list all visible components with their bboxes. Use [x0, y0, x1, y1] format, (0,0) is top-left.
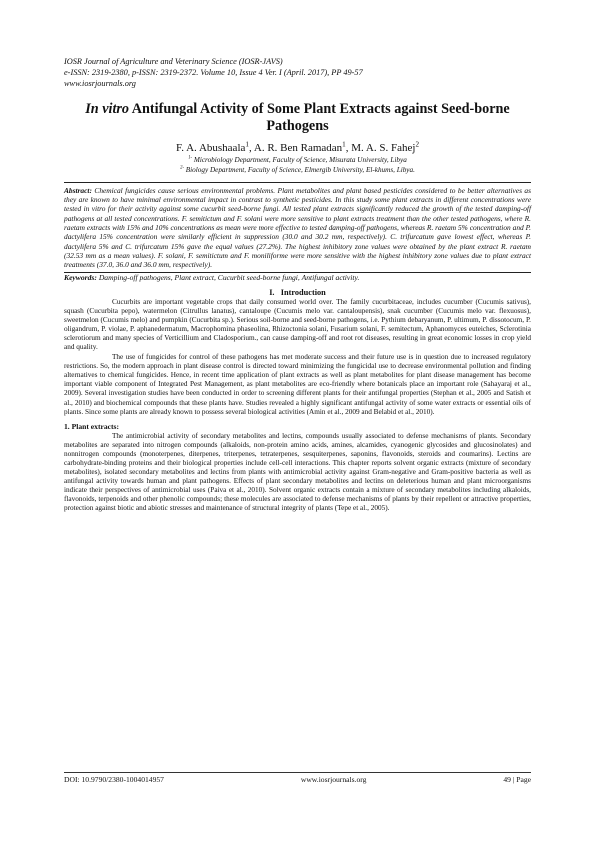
journal-website[interactable]: www.iosrjournals.org	[64, 79, 136, 88]
paper-title	[64, 101, 531, 135]
plant-extracts-paragraph: The antimicrobial activity of secondary metabolites and lectins, compounds usually associated to defense mechanisms of plants. Secondary metabolites are separated into nitrogen compounds (alkaloids, non-protein amino acids, amines, alcamides, cyanogenic glycosides and glucosinolates) and nonnitrogen compounds (monoterpenes, diterpenes, triterpenes, tetraterpenes, sesquiterpenes, saponins, flavonoids, steroids and coumarins). Lectins are carbohydrate-binding proteins and their biological properties include cell-cell interactions. This chapter reports solvent organic extracts (mixture of secondary metabolites), isolated secondary metabolites and lectins from plants with antimicrobial activity against Gram-negative and Gram-positive bacteria as well as antifungal activity towards human and plant pathogens. Effects of plant secondary metabolites and lectins on deleterious human and plant microorganisms indicate their perspectives of antimicrobial uses (Paiva et al., 2010). Solvent organic extracts contain a mixture of secondary metabolites including alkaloids, flavonoids, terpenoids and other phenolic compounds; these molecules are associated to defense mechanisms of plants by their repellent or attractive properties, protection against biotic and abiotic stresses and maintenance of structural integrity of plants (Tepe et al., 2005).	[64, 431, 531, 512]
footer-page-number: 49 | Page	[503, 775, 531, 784]
section-heading-introduction	[64, 288, 531, 297]
affiliation-1-text: Microbiology Department, Faculty of Science, Misurata University, Libya	[193, 156, 407, 164]
subsection-heading-plant-extracts: 1. Plant extracts:	[64, 421, 120, 431]
abstract-text: Chemical fungicides cause serious environmental problems. Plant metabolites and plant based pesticides considered to be better alternatives as they are known to have minimal environmental impact in contrast to synthetic pesticides. In this study some plant extracts in different concentrations were tested in vitro for their activity against some cucurbit seed-borne fungi. All tested plant extracts significantly reduced the growth of the tested damping-off pathogens at all tested concentrations. F. semitictum and F. solani were more sensitive to plant extracts treatment than the other tested pathogens, where R. raetam extracts with 15% and 10% concentrations as mean were more effective to tested damping-off pathogens, whereas R. raetam 5% concentration and P. dactylifera 15% concentration were similarly efficient in suppression (30.0 and 30.2 mm, respectively). C. trifurcatum gave lowest effect, whereas P. dactylifera 5% and C. trifurcatum 15% gave the equal values (27.2%). The highest inhibitory zone values were obtained by the plant extract R. raetam (32.53 mm as a mean values). F. solani, F. semitictum and F. moniliforme were more sensitive with the highest inhibitory zone values due to plant extract treatments (37.0, 36.0 and 36.0 mm, respectively).	[64, 185, 531, 270]
section-number: I.	[269, 287, 275, 297]
affiliation-2-text: Biology Department, Faculty of Science, Elmergib University, El-khums, Libya.	[185, 166, 415, 175]
keywords	[64, 273, 531, 283]
abstract-label: Abstract:	[64, 185, 92, 195]
footer-doi: DOI: 10.9790/2380-1004014957	[64, 775, 164, 784]
affiliation-1-mark: 1-	[188, 155, 193, 161]
affiliation-2-mark: 2-	[180, 166, 184, 172]
affiliation-2	[64, 166, 531, 175]
page-footer	[64, 772, 531, 784]
keywords-text: Damping-off pathogens, Plant extract, Cucurbit seed-borne fungi, Antifungal activity.	[98, 273, 360, 283]
author-1: F. A. Abushaala	[175, 142, 246, 154]
title-italic: In vitro	[85, 101, 130, 117]
author-list: F. A. Abushaala$^1$, A. R. Ben Ramadan$^1$, M. A. S. Fahej$^2$	[175, 140, 420, 154]
footer-website[interactable]: www.iosrjournals.org	[300, 775, 367, 784]
author-3: M. A. S. Fahej	[351, 142, 416, 154]
journal-name: IOSR Journal of Agriculture and Veterinary Science (IOSR-JAVS)	[64, 57, 283, 66]
keywords-label: Keywords:	[64, 273, 97, 283]
issn-line: e-ISSN: 2319-2380, p-ISSN: 2319-2372. Volume 10, Issue 4 Ver. I (April. 2017), PP 49-57	[64, 68, 363, 77]
intro-paragraph-2: The use of fungicides for control of these pathogens has met moderate success and their future use is in question due to increased regulatory restrictions. So, the modern approach in plant disease control is directed toward minimizing the fungicidal use to decrease environmental pollution and finding alternatives to chemical fungicides. Hence, in recent time application of plant extracts as well as plant metabolites for plant disease management has become important viable component of Integrated Pest Management, as plant metabolites are eco-friendly where botanicals place an important role (Sahayaraj et al., 2009). Several investigation studies have been conducted in order to screening different plants for their antifungal properties (Stephan et al., 2005 and Satish et al., 2010) and biochemical compounds that these plants have. Studies revealed a highly significant antifungal activity of some water extracts or essential oils of plants. Since some plants are already known to possess several biological activities (Amin et al., 2009 and Belabid et al., 2010).	[64, 353, 531, 416]
author-3-mark: 2	[415, 140, 420, 149]
section-title: Introduction	[280, 287, 326, 297]
author-2-mark: 1	[342, 140, 346, 149]
intro-paragraph-1: Cucurbits are important vegetable crops that daily consumed world over. The family cucurbitaceae, includes cucumber (Cucumis sativus), squash (Cucurbita pepo), watermelon (Citrullus lanatus), cantaloupe (Cucumis melo var. cantaloupensis), snak cucumber (Cucumis melo var. flexuosus), sweetmelon (Cucumis melo) and pumpkin (Cucurbita sp.). Serious soil-borne and seed-borne pathogens, i.e. Pythium debaryanum, P. ultimum, P. dissotocum, P. oligandrum, P. violae, P. aphanedermatum, Macrophomina phaseolina, Rhizoctonia solani, Fusarium solani, F. semitectum, Aphanomyces euteiches, Sclerotinia sclerotiorum and many species of Verticillium and Cladosporium., can cause damping-off and root rot diseases, resulting in great economic losses in crop yield and quality.	[64, 297, 531, 352]
author-1-mark: 1	[245, 140, 249, 149]
journal-header	[64, 56, 531, 89]
abstract-box	[64, 182, 531, 274]
paper-page	[64, 56, 531, 513]
affiliation-1	[64, 156, 531, 165]
title-text: Antifungal Activity of Some Plant Extracts against Seed-borne Pathogens	[131, 101, 510, 134]
author-2: A. R. Ben Ramadan	[253, 142, 343, 154]
